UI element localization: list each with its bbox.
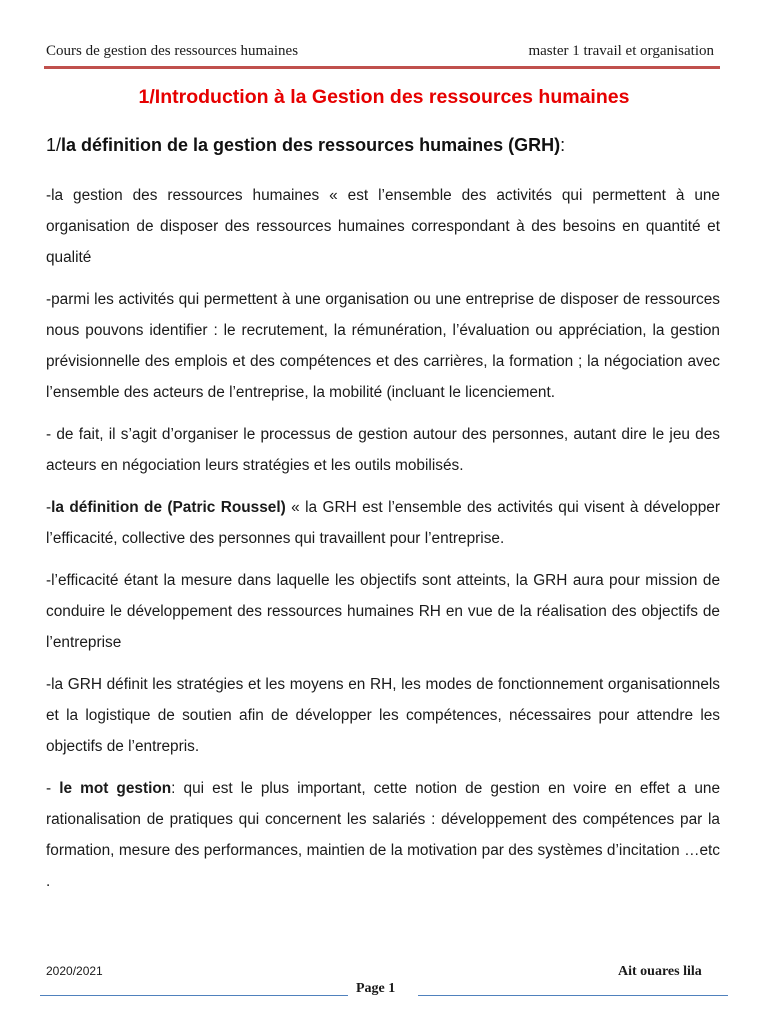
section-heading — [46, 135, 565, 156]
paragraph-definition: -la gestion des ressources humaines « est l’ensemble des activités qui permettent à une organisation de disposer des ressources humaines correspondant à des besoins en quantité et qualité — [46, 187, 720, 266]
paragraph-efficacite: -l’efficacité étant la mesure dans laquelle les objectifs sont atteints, la GRH aura pour mission de conduire le développement des ressources humaines RH en vue de la réalisation des objectifs de l’entreprise — [46, 572, 720, 651]
section-heading-prefix: 1/ — [46, 135, 62, 155]
paragraph-roussel-text: « la GRH est l’ensemble des activités qui visent à développer l’efficacité, collective des personnes qui travaillent pour l’entreprise. — [46, 499, 720, 547]
footer-rule-left — [40, 995, 348, 996]
section-heading-colon: : — [560, 135, 566, 155]
paragraph-gestion-bold: le mot gestion — [59, 780, 172, 797]
paragraph-roussel-definition — [46, 492, 720, 554]
paragraph-roussel-bold: la définition de (Patric Roussel) — [51, 499, 286, 516]
paragraph-gestion-prefix: - — [46, 780, 60, 797]
section-heading-text: la définition de la gestion des ressources humaines (GRH) — [61, 135, 561, 155]
paragraph-roussel-prefix: - — [46, 499, 52, 516]
paragraph-activities: -parmi les activités qui permettent à une organisation ou une entreprise de disposer de ressources nous pouvons identifier : le recrutement, la rémunération, l’évaluation ou appréciation, la gestion prévisionnelle des emplois et des compétences et des carrières, la formation ; la négociation avec l’ensemble des acteurs de l’entreprise, la mobilité (incluant le licenciement. — [46, 291, 720, 401]
paragraph-gestion-text: : qui est le plus important, cette notion de gestion en voire en effet a une rationalisation de pratiques qui concernent les salariés : développement des compétences par la formation, mesure des performances, maintien de la motivation par des systèmes d’incitation …etc . — [46, 780, 721, 890]
header-program: master 1 travail et organisation — [528, 43, 714, 59]
footer-year: 2020/2021 — [46, 964, 103, 978]
paragraph-mot-gestion — [46, 773, 720, 897]
page-header — [46, 43, 714, 60]
footer-page-number: Page 1 — [356, 981, 396, 996]
footer-author: Ait ouares lila — [618, 964, 702, 979]
paragraph-strategies: -la GRH définit les stratégies et les moyens en RH, les modes de fonctionnement organisationnels et la logistique de soutien afin de développer les compétences, nécessaires pour attendre les objectifs de l’entrepris. — [46, 676, 720, 755]
document-body — [46, 180, 720, 908]
header-divider — [44, 66, 720, 69]
document-title: 1/Introduction à la Gestion des ressources humaines — [138, 86, 630, 108]
header-course-title: Cours de gestion des ressources humaines — [46, 43, 299, 59]
paragraph-organize: - de fait, il s’agit d’organiser le processus de gestion autour des personnes, autant dire le jeu des acteurs en négociation leurs stratégies et les outils mobilisés. — [46, 426, 720, 474]
footer-rule-right — [418, 995, 728, 996]
